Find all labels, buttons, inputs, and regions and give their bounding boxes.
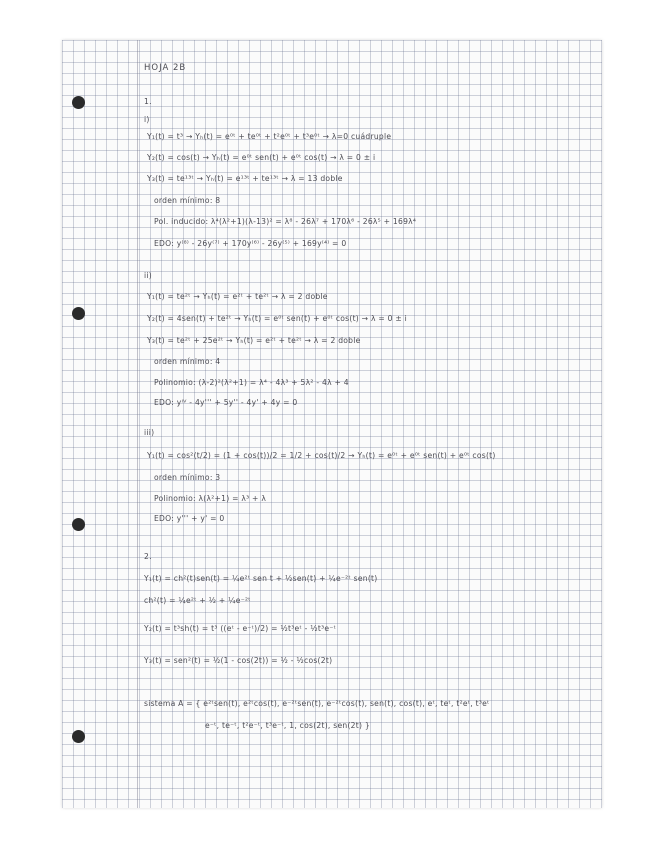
page-title: HOJA 2B xyxy=(144,63,187,73)
equation-line: orden mínimo: 8 xyxy=(154,196,221,205)
margin-line xyxy=(137,40,138,808)
equation-line: orden mínimo: 4 xyxy=(154,357,221,366)
equation-line: Y₁(t) = te²ᵗ → Yₕ(t) = e²ᵗ + te²ᵗ → λ = 2 doble xyxy=(147,292,328,301)
equation-line: Y₃(t) = te¹³ᵗ → Yₕ(t) = e¹³ᵗ + te¹³ᵗ → λ = 13 doble xyxy=(147,174,343,183)
equation-line: Y₂(t) = cos(t) → Yₕ(t) = e⁰ᵗ sen(t) + e⁰ᵗ cos(t) → λ = 0 ± i xyxy=(147,153,376,162)
binder-hole xyxy=(72,730,85,743)
equation-line: Polinomio: λ(λ²+1) = λ³ + λ xyxy=(154,494,267,503)
equation-line: Y₁(t) = t³ → Yₕ(t) = e⁰ᵗ + te⁰ᵗ + t²e⁰ᵗ + t³e⁰ᵗ → λ=0 cuádruple xyxy=(147,132,392,141)
equation-line: Y₁(t) = ch²(t)sen(t) = ¼e²ᵗ sen t + ½sen(t) + ¼e⁻²ᵗ sen(t) xyxy=(144,574,378,583)
equation-line: Pol. inducido: λ⁴(λ²+1)(λ-13)² = λ⁸ - 26λ⁷ + 170λ⁶ - 26λ⁵ + 169λ⁴ xyxy=(154,217,417,226)
equation-line: Polinomio: (λ-2)²(λ²+1) = λ⁴ - 4λ³ + 5λ² - 4λ + 4 xyxy=(154,378,349,387)
equation-line: ch²(t) = ¼e²ᵗ + ½ + ¼e⁻²ᵗ xyxy=(144,596,251,605)
equation-line: e⁻ᵗ, te⁻ᵗ, t²e⁻ᵗ, t³e⁻ᵗ, 1, cos(2t), sen(2t) } xyxy=(205,721,370,730)
binder-hole xyxy=(72,307,85,320)
binder-hole xyxy=(72,518,85,531)
exercise-number: 2. xyxy=(144,552,152,561)
part-label: i) xyxy=(144,115,150,124)
equation-line: EDO: y''' + y' = 0 xyxy=(154,514,225,523)
equation-line: EDO: y⁽⁸⁾ - 26y⁽⁷⁾ + 170y⁽⁶⁾ - 26y⁽⁵⁾ + 169y⁽⁴⁾ = 0 xyxy=(154,239,347,248)
equation-line: EDO: yᴵⱽ - 4y''' + 5y'' - 4y' + 4y = 0 xyxy=(154,398,298,407)
binder-hole xyxy=(72,96,85,109)
equation-line: Y₃(t) = sen²(t) = ½(1 - cos(2t)) = ½ - ½cos(2t) xyxy=(144,656,333,665)
equation-line: Y₂(t) = t³sh(t) = t³ ((eᵗ - e⁻ᵗ)/2) = ½t³eᵗ - ½t³e⁻ᵗ xyxy=(144,624,337,633)
part-label: ii) xyxy=(144,271,152,280)
exercise-number: 1. xyxy=(144,97,152,106)
notebook-page xyxy=(62,40,602,808)
part-label: iii) xyxy=(144,428,155,437)
equation-line: Y₃(t) = te²ᵗ + 25e²ᵗ → Yₕ(t) = e²ᵗ + te²ᵗ → λ = 2 doble xyxy=(147,336,361,345)
equation-line: Y₂(t) = 4sen(t) + te²ᵗ → Yₕ(t) = e⁰ᵗ sen(t) + e⁰ᵗ cos(t) → λ = 0 ± i xyxy=(147,314,408,323)
equation-line: sistema A = { e²ᵗsen(t), e²ᵗcos(t), e⁻²ᵗsen(t), e⁻²ᵗcos(t), sen(t), cos(t), eᵗ, teᵗ, t²eᵗ, t³eᵗ xyxy=(144,699,490,708)
equation-line: orden mínimo: 3 xyxy=(154,473,221,482)
equation-line: Y₁(t) = cos²(t/2) = (1 + cos(t))/2 = 1/2 + cos(t)/2 → Yₕ(t) = e⁰ᵗ + e⁰ᵗ sen(t) + e⁰ᵗ cos(t) xyxy=(147,451,496,460)
